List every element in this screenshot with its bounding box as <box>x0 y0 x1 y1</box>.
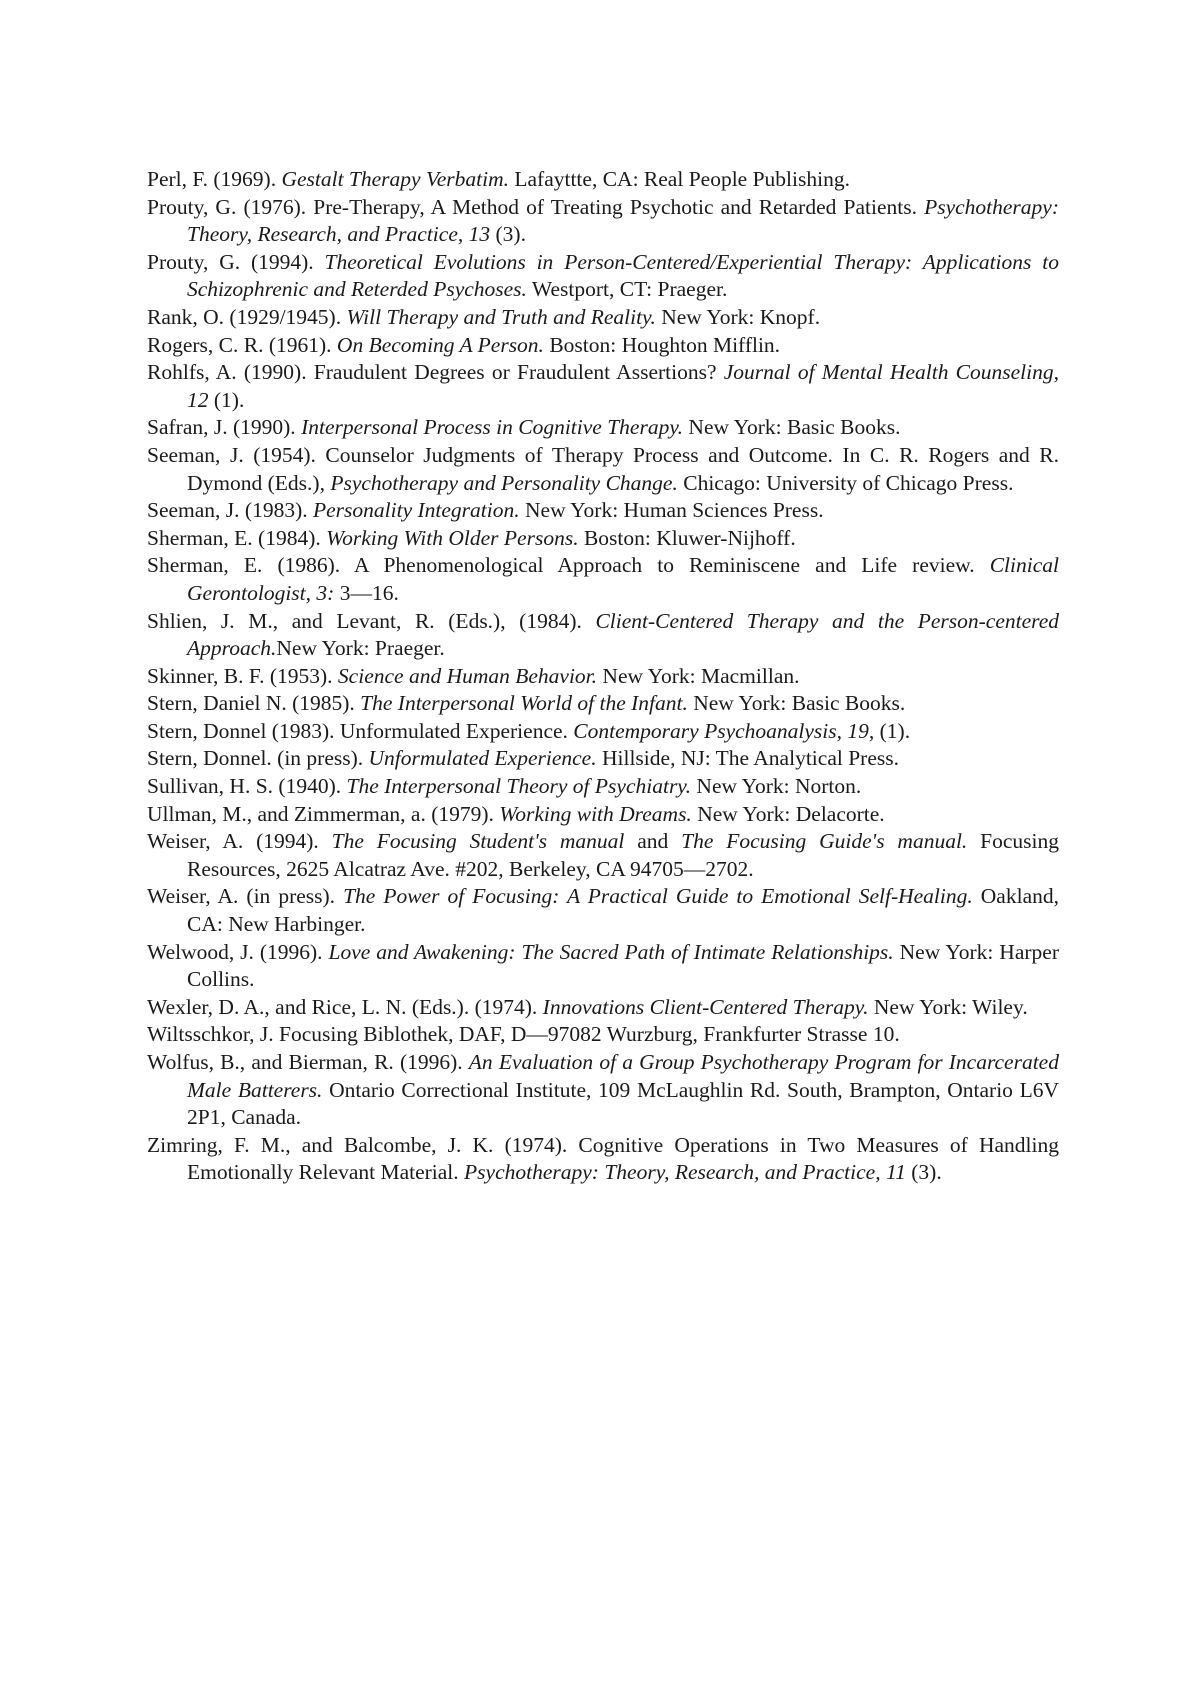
reference-text: Wiltsschkor, J. Focusing Biblothek, DAF, D—97082 Wurzburg, Frankfurter Strasse 10. <box>147 1022 900 1047</box>
reference-text: Weiser, A. (1994). <box>147 829 332 854</box>
reference-title: Psychotherapy: Theory, Research, and Practice, 11 <box>464 1160 906 1185</box>
reference-text: Chicago: University of Chicago Press. <box>677 470 1014 495</box>
reference-entry <box>147 304 1059 332</box>
reference-text: Focusing Resources, 2625 Alcatraz Ave. #202, Berkeley, CA 94705—2702. <box>187 829 1059 881</box>
reference-text: Prouty, G. (1994). <box>147 249 325 274</box>
reference-title: Contemporary Psychoanalysis, 19, <box>573 718 875 743</box>
reference-text: Rohlfs, A. (1990). Fraudulent Degrees or Fraudulent Assertions? <box>147 360 724 385</box>
reference-entry <box>147 497 1059 525</box>
reference-text: Prouty, G. (1976). Pre-Therapy, A Method of Treating Psychotic and Retarded Patients. <box>147 194 925 219</box>
reference-text: Sherman, E. (1986). A Phenomenological Approach to Reminiscene and Life review. <box>147 553 990 578</box>
reference-text: Stern, Daniel N. (1985). <box>147 691 361 716</box>
reference-list <box>147 166 1059 1187</box>
reference-title: Innovations Client-Centered Therapy. <box>542 994 869 1019</box>
reference-text: (1). <box>208 387 245 412</box>
reference-entry <box>147 1021 1059 1049</box>
reference-title: Working with Dreams. <box>499 801 692 826</box>
reference-text: Wolfus, B., and Bierman, R. (1996). <box>147 1050 469 1074</box>
reference-text: Stern, Donnel. (in press). <box>147 746 369 771</box>
reference-text: 3—16. <box>334 580 399 605</box>
reference-text: Ullman, M., and Zimmerman, a. (1979). <box>147 801 500 826</box>
reference-entry <box>147 359 1059 414</box>
reference-text: Perl, F. (1969). <box>147 167 282 191</box>
reference-text: and <box>624 829 682 854</box>
reference-entry <box>147 166 1059 194</box>
reference-entry <box>147 939 1059 994</box>
reference-entry <box>147 663 1059 691</box>
reference-title: The Focusing Student's manual <box>331 829 625 854</box>
reference-entry <box>147 525 1059 553</box>
reference-text: Boston: Kluwer-Nijhoff. <box>578 525 796 550</box>
reference-text: Boston: Houghton Mifflin. <box>543 332 781 357</box>
reference-title: The Interpersonal World of the Infant. <box>360 691 688 716</box>
reference-entry <box>147 249 1059 304</box>
reference-text: Shlien, J. M., and Levant, R. (Eds.), (1984). <box>147 608 596 633</box>
reference-text: Hillside, NJ: The Analytical Press. <box>596 746 899 771</box>
reference-title: Science and Human Behavior. <box>337 663 598 688</box>
reference-text: Oakland, CA: New Harbinger. <box>187 884 1059 937</box>
reference-entry <box>147 608 1059 663</box>
reference-text: Seeman, J. (1954). Counselor Judgments of Therapy Process and Outcome. In C. R. Rogers and R. Dymond (Eds.), <box>147 442 1059 495</box>
reference-text: Lafayttte, CA: Real People Publishing. <box>508 167 850 191</box>
reference-entry <box>147 718 1059 746</box>
reference-entry <box>147 552 1059 607</box>
reference-text: Ontario Correctional Institute, 109 McLaughlin Rd. South, Brampton, Ontario L6V 2P1, Canada. <box>187 1077 1059 1130</box>
reference-text: Weiser, A. (in press). <box>147 884 344 909</box>
reference-title: Clinical Gerontologist, 3: <box>187 553 1059 605</box>
reference-title: Psychotherapy: Theory, Research, and Practice, 13 <box>187 194 1059 247</box>
reference-title: Interpersonal Process in Cognitive Therapy. <box>301 415 684 440</box>
reference-text: (1). <box>874 718 911 743</box>
reference-text: Rogers, C. R. (1961). <box>147 332 337 357</box>
reference-entry <box>147 994 1059 1022</box>
reference-title: Unformulated Experience. <box>368 746 597 771</box>
reference-text: Welwood, J. (1996). <box>147 939 329 964</box>
reference-title: Psychotherapy and Personality Change. <box>330 470 678 495</box>
reference-entry <box>147 801 1059 829</box>
reference-title: Client-Centered Therapy and the Person-centered Approach. <box>187 608 1059 661</box>
reference-entry <box>147 773 1059 801</box>
reference-entry <box>147 194 1059 249</box>
reference-entry <box>147 1049 1059 1132</box>
reference-entry <box>147 690 1059 718</box>
reference-title: The Focusing Guide's manual. <box>681 829 968 854</box>
reference-text: Safran, J. (1990). <box>147 415 302 440</box>
reference-entry <box>147 828 1059 883</box>
reference-title: Gestalt Therapy Verbatim. <box>281 167 509 191</box>
reference-title: Personality Integration. <box>313 498 520 523</box>
reference-title: Journal of Mental Health Counseling, 12 <box>187 360 1059 412</box>
reference-title: Love and Awakening: The Sacred Path of Intimate Relationships. <box>328 939 894 964</box>
reference-text: New York: Basic Books. <box>687 691 906 716</box>
reference-title: An Evaluation of a Group Psychotherapy Program for Incarcerated Male Batterers. <box>187 1050 1059 1102</box>
reference-text: New York: Human Sciences Press. <box>519 498 824 523</box>
reference-text: New York: Knopf. <box>655 304 821 329</box>
reference-text: Westport, CT: Praeger. <box>526 277 728 302</box>
reference-entry <box>147 745 1059 773</box>
reference-title: Theoretical Evolutions in Person-Centered/Experiential Therapy: Applications to Schizophrenic and Reterded Psychoses. <box>187 249 1059 302</box>
reference-text: New York: Delacorte. <box>691 801 885 826</box>
reference-text: Zimring, F. M., and Balcombe, J. K. (1974). Cognitive Operations in Two Measures of Handling Emotionally Relevant Material. <box>147 1132 1059 1185</box>
reference-entry <box>147 414 1059 442</box>
reference-text: New York: Wiley. <box>868 994 1028 1019</box>
reference-entry <box>147 883 1059 938</box>
reference-title: The Power of Focusing: A Practical Guide to Emotional Self-Healing. <box>343 884 973 909</box>
reference-text: New York: Norton. <box>691 774 862 799</box>
reference-text: New York: Basic Books. <box>683 415 901 440</box>
reference-title: Will Therapy and Truth and Reality. <box>346 304 656 329</box>
reference-entry <box>147 332 1059 360</box>
reference-text: Sullivan, H. S. (1940). <box>147 774 347 799</box>
reference-text: Wexler, D. A., and Rice, L. N. (Eds.). (1974). <box>147 994 543 1019</box>
reference-entry <box>147 1132 1059 1187</box>
reference-title: Working With Older Persons. <box>326 525 579 550</box>
reference-text: New York: Praeger. <box>276 636 445 661</box>
reference-title: The Interpersonal Theory of Psychiatry. <box>346 774 692 799</box>
reference-text: New York: Harper Collins. <box>187 939 1059 992</box>
reference-text: New York: Macmillan. <box>597 663 800 688</box>
reference-text: Sherman, E. (1984). <box>147 525 327 550</box>
reference-title: On Becoming A Person. <box>336 332 544 357</box>
reference-text: Seeman, J. (1983). <box>147 498 313 523</box>
reference-text: (3). <box>905 1160 942 1185</box>
reference-text: (3). <box>490 222 526 247</box>
reference-entry <box>147 442 1059 497</box>
reference-text: Rank, O. (1929/1945). <box>147 304 347 329</box>
reference-text: Stern, Donnel (1983). Unformulated Experience. <box>147 718 574 743</box>
reference-text: Skinner, B. F. (1953). <box>147 663 338 688</box>
